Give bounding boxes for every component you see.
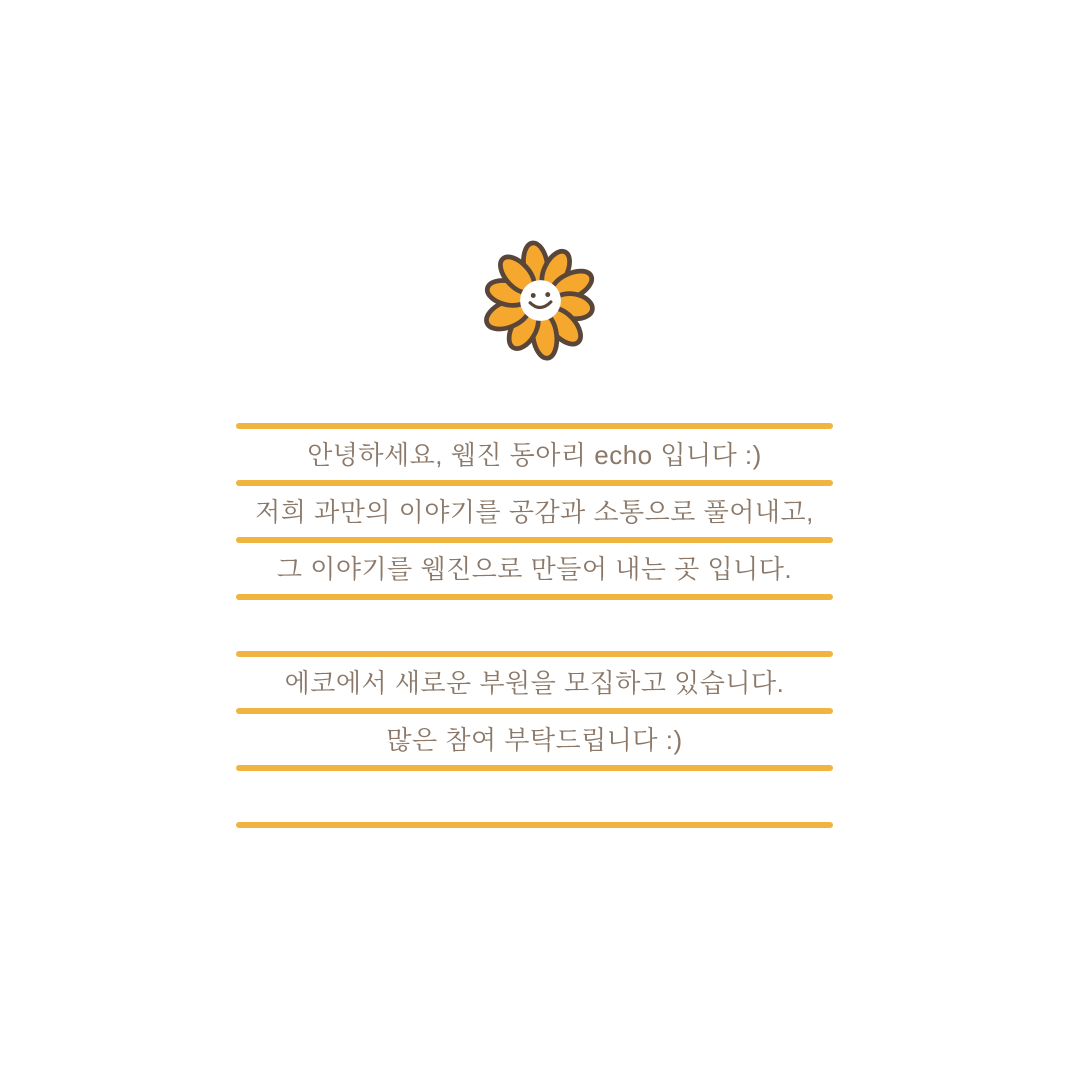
notice-row-empty (236, 594, 833, 651)
notice-row-text: 그 이야기를 웹진으로 만들어 내는 곳 입니다. (276, 553, 793, 584)
notice-lines (236, 423, 833, 828)
notice-row-empty (236, 765, 833, 822)
notice-row (236, 423, 833, 480)
notice-row-text: 많은 참여 부탁드립니다 :) (386, 724, 683, 755)
notice-row-text: 안녕하세요, 웹진 동아리 echo 입니다 :) (307, 439, 762, 470)
notice-bottom-line (236, 822, 833, 828)
notice-row (236, 651, 833, 708)
smiley-flower-icon (477, 237, 604, 364)
notice-row (236, 537, 833, 594)
notice-row-text: 에코에서 새로운 부원을 모집하고 있습니다. (284, 667, 785, 698)
notice-row-text: 저희 과만의 이야기를 공감과 소통으로 풀어내고, (255, 496, 814, 527)
notice-row (236, 708, 833, 765)
notice-row (236, 480, 833, 537)
